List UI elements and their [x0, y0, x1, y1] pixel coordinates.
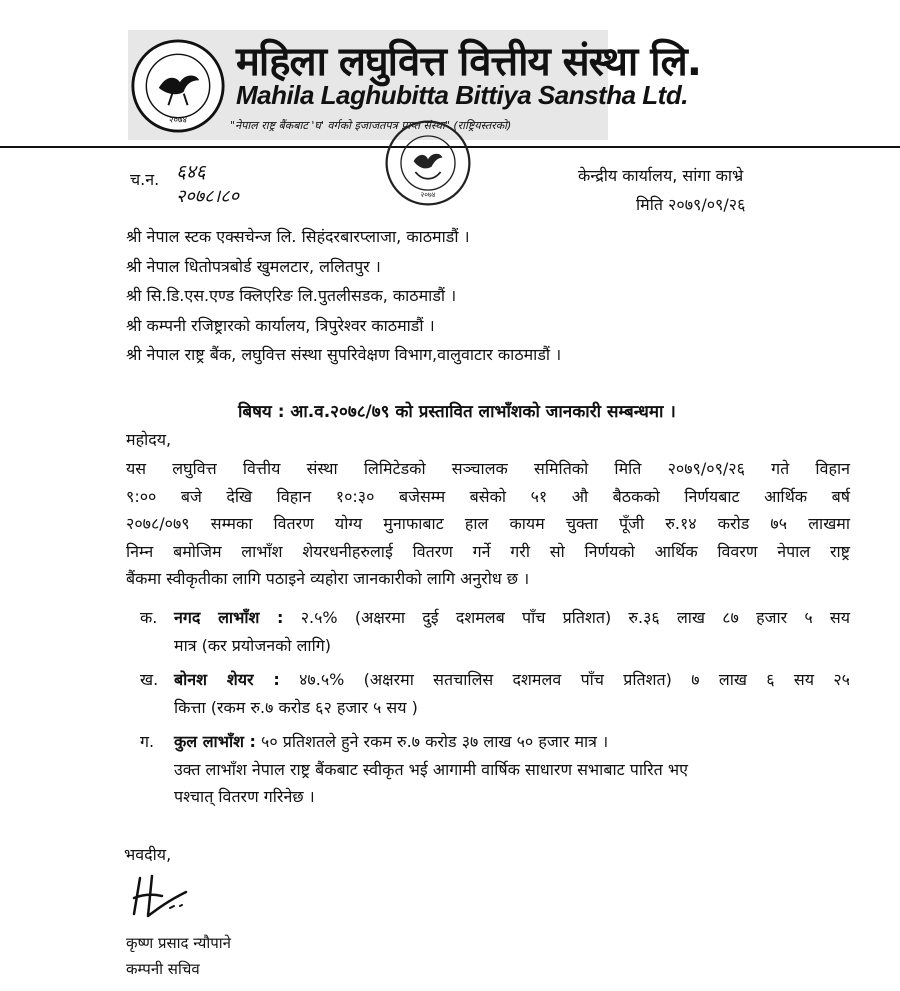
reference-number [176, 158, 239, 208]
body-paragraph [126, 455, 850, 593]
reference-number-value: ६४६ [176, 161, 206, 183]
office-address: केन्द्रीय कार्यालय, सांगा काभ्रे [578, 166, 744, 185]
item-text: पश्चात् वितरण गरिनेछ । [174, 787, 315, 806]
closing-phrase: भवदीय, [124, 845, 172, 864]
body-line: बैंकमा स्वीकृतीका लागि पठाइने व्यहोरा जानकारीको लागि अनुरोध छ । [126, 569, 530, 588]
item-label: बोनश शेयर : [174, 670, 280, 689]
dividend-item-bonus [126, 666, 850, 721]
organization-name-nepali: महिला लघुवित्त वित्तीय संस्था लि. [236, 39, 701, 85]
body-line: ९:०० बजे देखि विहान १०:३० बजेसम्म बसेको ५१ औ बैठकको निर्णयबाट आर्थिक बर्ष [126, 486, 850, 506]
company-seal-icon [383, 118, 473, 208]
reference-fiscal-year: २०७८।८० [176, 186, 239, 207]
seal-year: २०७४ [420, 190, 436, 200]
salutation: महोदय, [126, 430, 172, 449]
item-text: उक्त लाभाँश नेपाल राष्ट्र बैंकबाट स्वीकृत भई आगामी वार्षिक साधारण सभाबाट पारित भए [174, 759, 688, 779]
item-label: नगद लाभाँश : [174, 608, 284, 627]
body-line: २०७८/०७९ सम्मका वितरण योग्य मुनाफाबाट हाल कायम चुक्ता पूँजी रु.१४ करोड ७५ लाखमा [126, 514, 850, 533]
item-text: ५० प्रतिशतले हुने रकम रु.७ करोड ३७ लाख ५० हजार मात्र । [261, 732, 609, 751]
organization-logo-icon [130, 38, 226, 134]
item-marker: ग. [140, 732, 155, 751]
item-label: कुल लाभाँश : [174, 732, 256, 751]
logo-year: २०७४ [169, 115, 187, 126]
body-line: यस लघुवित्त वित्तीय संस्था लिमिटेडको सञ्चालक समितिको मिति २०७९/०९/२६ गते विहान [126, 459, 850, 478]
item-text: ४७.५% (अक्षरमा सतचालिस दशमलव पाँच प्रतिशत) ७ लाख ६ सय २५ [299, 670, 850, 689]
body-line: निम्न बमोजिम लाभाँश शेयरधनीहरुलाई वितरण गर्ने गरी सो निर्णयको आर्थिक विवरण नेपाल राष्ट्र [126, 541, 850, 561]
signer-title: कम्पनी सचिव [126, 960, 200, 978]
recipient-item: श्री सि.डि.एस.एण्ड क्लिएरिङ लि.पुतलीसडक, काठमाडौं । [126, 286, 457, 305]
organization-name-english: Mahila Laghubitta Bittiya Sanstha Ltd. [236, 80, 688, 110]
item-text: २.५% (अक्षरमा दुई दशमलब पाँच प्रतिशत) रु.३६ लाख ८७ हजार ५ सय [300, 608, 851, 627]
item-text: मात्र (कर प्रयोजनको लागि) [174, 635, 331, 655]
signer-block [126, 930, 231, 982]
letter-subject: बिषय : आ.व.२०७८/७९ को प्रस्तावित लाभाँशको जानकारी सम्बन्धमा । [238, 402, 676, 422]
reference-label: च.न. [130, 170, 160, 189]
dividend-item-cash [126, 604, 850, 659]
signer-name: कृष्ण प्रसाद न्यौपाने [126, 934, 231, 952]
recipient-item: श्री नेपाल स्टक एक्सचेन्ज लि. सिहंदरबारप्लाजा, काठमाडौं । [126, 227, 470, 246]
item-marker: क. [140, 608, 158, 627]
recipient-item: श्री नेपाल धितोपत्रबोर्ड खुमलटार, ललितपुर । [126, 256, 381, 276]
letter-date: मिति २०७९/०९/२६ [636, 195, 746, 214]
dividend-item-total [126, 728, 850, 811]
item-marker: ख. [140, 670, 159, 689]
signature-icon [126, 870, 216, 930]
item-text: कित्ता (रकम रु.७ करोड ६२ हजार ५ सय ) [174, 697, 418, 717]
recipient-item: श्री कम्पनी रजिष्ट्रारको कार्यालय, त्रिपुरेश्वर काठमाडौं । [126, 315, 435, 335]
organization-tagline: "नेपाल राष्ट्र बैंकबाट 'घ' वर्गको इजाजतपत्र प्राप्त संस्था" (राष्ट्रियस्तरको) [230, 119, 512, 132]
dividend-items [126, 604, 850, 818]
recipient-list [126, 222, 561, 370]
recipient-item: श्री नेपाल राष्ट्र बैंक, लघुवित्त संस्था सुपरिवेक्षण विभाग,वालुवाटार काठमाडौं । [126, 345, 562, 364]
